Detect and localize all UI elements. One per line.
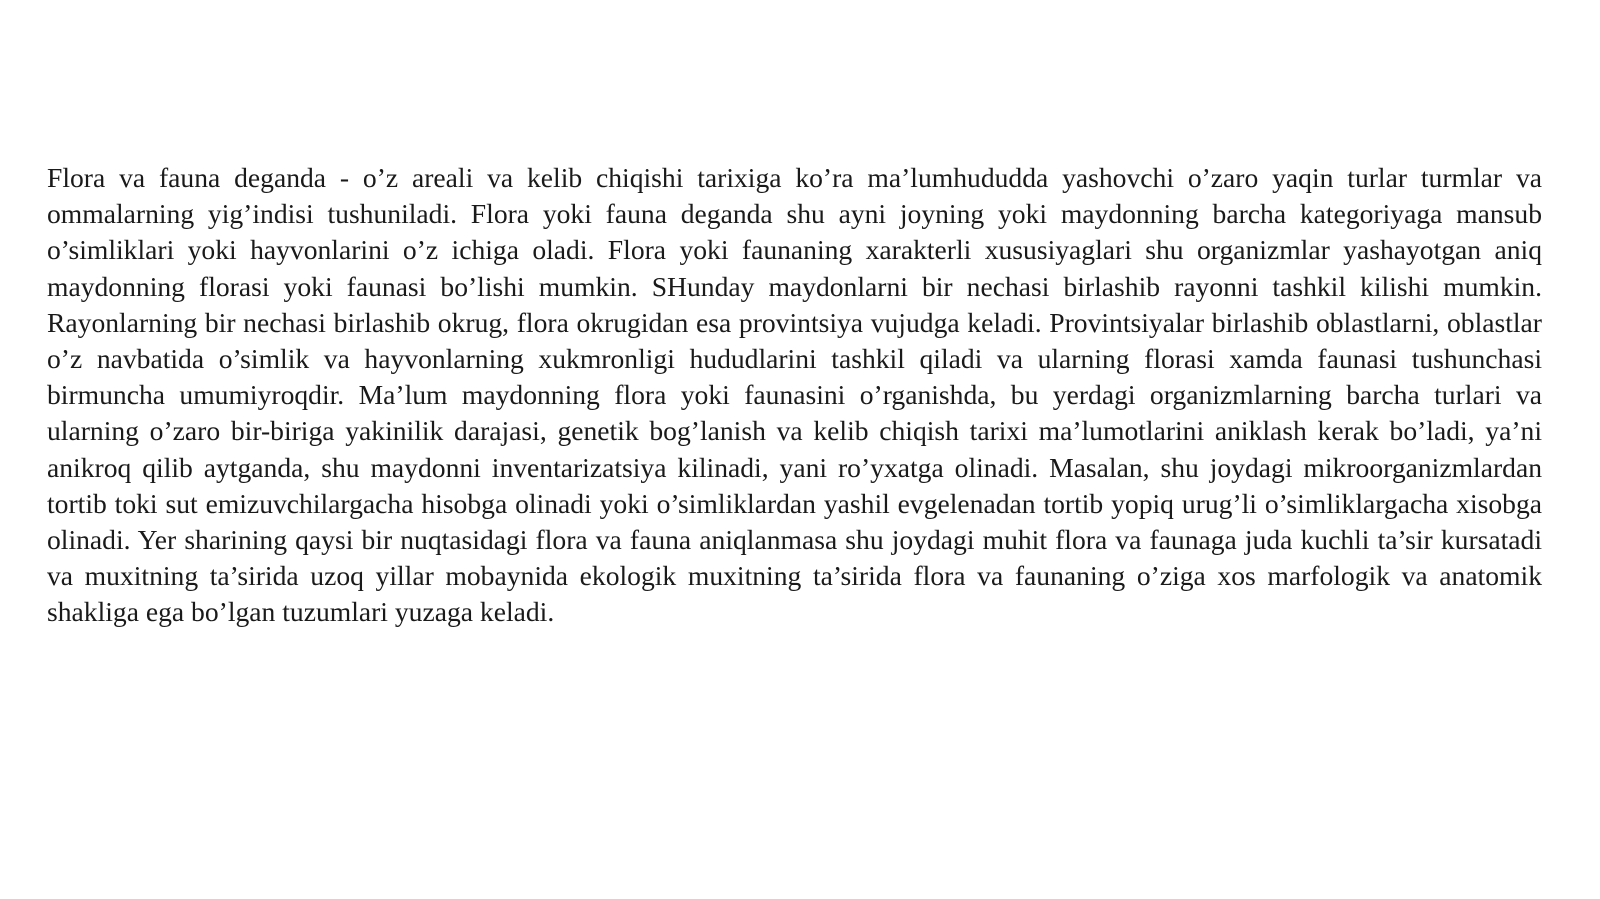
body-paragraph: Flora va fauna deganda - o’z areali va kelib chiqishi tarixiga ko’ra ma’lumhududda yashovchi o’zaro yaqin turlar turmlar va ommalarning yig’indisi tushuniladi. Flora yoki fauna deganda shu ayni joyning yoki maydonning barcha kategoriyaga mansub o’simliklari yoki hayvonlarini o’z ichiga oladi. Flora yoki faunaning xarakterli xususiyaglari shu organizmlar yashayotgan aniq maydonning florasi yoki faunasi bo’lishi mumkin. SHunday maydonlarni bir nechasi birlashib rayonni tashkil kilishi mumkin. Rayonlarning bir nechasi birlashib okrug, flora okrugidan esa provintsiya vujudga keladi. Provintsiyalar birlashib oblastlarni, oblastlar o’z navbatida o’simlik va hayvonlarning xukmronligi hududlarini tashkil qiladi va ularning florasi xamda faunasi tushunchasi birmuncha umumiyroqdir. Ma’lum maydonning flora yoki faunasini o’rganishda, bu yerdagi organizmlarning barcha turlari va ularning o’zaro bir-biriga yakinilik darajasi, genetik bog’lanish va kelib chiqish tarixi ma’lumotlarini aniklash kerak bo’ladi, ya’ni anikroq qilib aytganda, shu maydonni inventarizatsiya kilinadi, yani ro’yxatga olinadi. Masalan, shu joydagi mikroorganizmlardan tortib toki sut emizuvchilargacha hisobga olinadi yoki o’simliklardan yashil evgelenadan tortib yopiq urug’li o’simliklargacha xisobga olinadi. Yer sharining qaysi bir nuqtasidagi flora va fauna aniqlanmasa shu joydagi muhit flora va faunaga juda kuchli ta’sir kursatadi va muxitning ta’sirida uzoq yillar mobaynida ekologik muxitning ta’sirida flora va faunaning o’ziga xos marfologik va anatomik shakliga ega bo’lgan tuzumlari yuzaga keladi.: [47, 162, 1542, 628]
